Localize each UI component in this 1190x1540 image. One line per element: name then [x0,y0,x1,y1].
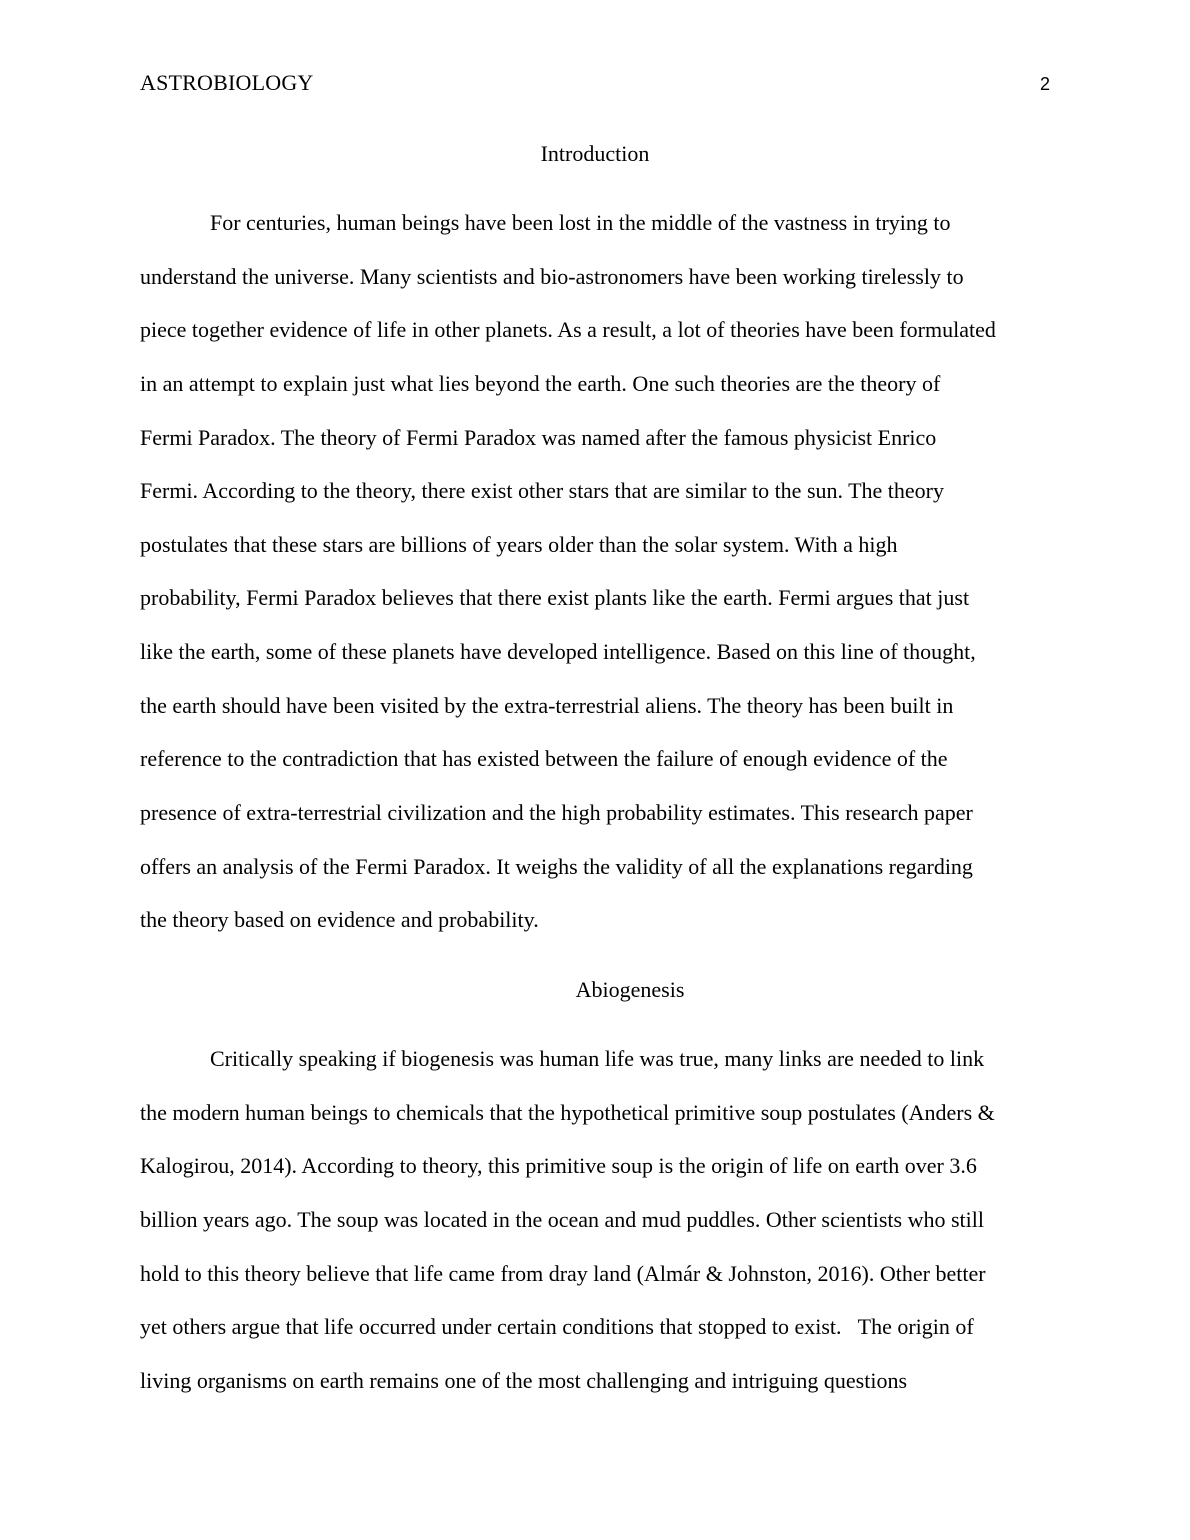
abiogenesis-paragraph [140,1032,1052,1407]
running-head: ASTROBIOLOGY [140,70,314,95]
paragraph-line: hold to this theory believe that life came from dray land (Almár & Johnston, 2016). Other better [140,1260,986,1286]
paragraph-line: billion years ago. The soup was located in the ocean and mud puddles. Other scientists who still [140,1206,984,1232]
paragraph-line: Fermi. According to the theory, there exist other stars that are similar to the sun. The theory [140,478,945,504]
paragraph-line: piece together evidence of life in other planets. As a result, a lot of theories have been formulated [140,317,996,343]
paragraph-line: offers an analysis of the Fermi Paradox. It weighs the validity of all the explanations regarding [140,853,973,879]
paragraph-line: Critically speaking if biogenesis was human life was true, many links are needed to link [210,1046,985,1071]
paragraph-line: yet others argue that life occurred under certain conditions that stopped to exist. The origin of [140,1314,974,1340]
paragraph-line: presence of extra-terrestrial civilization and the high probability estimates. This research paper [140,800,973,826]
paragraph-line: For centuries, human beings have been lost in the middle of the vastness in trying to [210,210,951,235]
paragraph-line: living organisms on earth remains one of the most challenging and intriguing questions [140,1367,908,1393]
paragraph-line: Fermi Paradox. The theory of Fermi Paradox was named after the famous physicist Enrico [140,424,937,450]
paragraph-line: the theory based on evidence and probability. [140,907,539,933]
paragraph-line: Kalogirou, 2014). According to theory, this primitive soup is the origin of life on earth over 3.6 [140,1153,977,1179]
section-heading-introduction: Introduction [540,141,650,166]
paragraph-line: in an attempt to explain just what lies beyond the earth. One such theories are the theory of [140,370,941,396]
paragraph-line: the earth should have been visited by the extra-terrestrial aliens. The theory has been built in [140,692,954,718]
introduction-paragraph [140,196,1052,947]
paragraph-line: reference to the contradiction that has existed between the failure of enough evidence of the [140,746,948,772]
section-heading-abiogenesis: Abiogenesis [575,977,685,1002]
paragraph-line: postulates that these stars are billions of years older than the solar system. With a high [140,531,898,557]
paragraph-line: like the earth, some of these planets have developed intelligence. Based on this line of thought, [140,639,976,665]
paragraph-line: the modern human beings to chemicals that the hypothetical primitive soup postulates (Anders & [140,1099,995,1125]
paragraph-line: probability, Fermi Paradox believes that there exist plants like the earth. Fermi argues that just [140,585,970,611]
page-number: 2 [1039,74,1050,94]
paragraph-line: understand the universe. Many scientists and bio-astronomers have been working tirelessly to [140,263,964,289]
